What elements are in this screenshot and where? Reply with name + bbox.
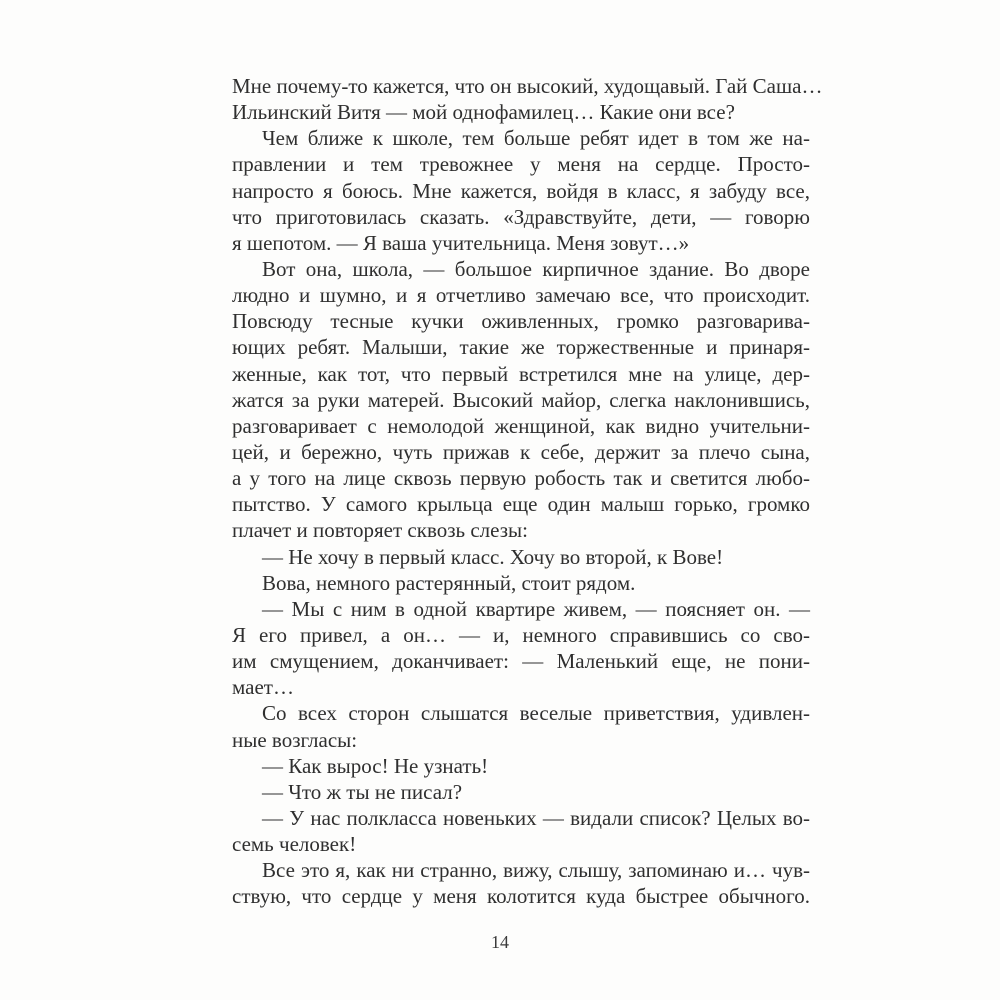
text-line: Вот она, школа, — большое кирпичное здание. Во дворе — [262, 256, 810, 281]
text-line: Вова, немного растерянный, стоит рядом. — [262, 570, 636, 595]
text-line: Все это я, как ни странно, вижу, слышу, запоминаю и… чув- — [262, 858, 810, 883]
text-line: Повсюду тесные кучки оживленных, громко разговарива- — [232, 309, 810, 334]
text-line: а у того на лице сквозь первую робость так и светится любо- — [232, 466, 810, 491]
text-line: им смущением, доканчивает: — Маленький еще, не пони- — [232, 649, 810, 674]
text-line: цей, и бережно, чуть прижав к себе, держит за плечо сына, — [232, 439, 810, 464]
text-line: — У нас полкласса новеньких — видали список? Целых во- — [262, 805, 810, 830]
text-line: Ильинский Витя — мой однофамилец… Какие они все? — [232, 100, 735, 125]
text-line: — Что ж ты не писал? — [262, 779, 463, 804]
text-line: ствую, что сердце у меня колотится куда быстрее обычного. — [232, 884, 810, 909]
text-line: ющих ребят. Малыши, такие же торжественные и принаря- — [232, 335, 810, 360]
text-line: плачет и повторяет сквозь слезы: — [232, 518, 528, 543]
text-line: Чем ближе к школе, тем больше ребят идет в том же на- — [262, 126, 810, 151]
text-line: Я его привел, а он… — и, немного справившись со сво- — [232, 622, 810, 647]
text-line: семь человек! — [232, 832, 357, 857]
text-line: я шепотом. — Я ваша учительница. Меня зовут…» — [232, 230, 690, 255]
text-line: разговаривает с немолодой женщиной, как видно учительни- — [232, 413, 810, 438]
text-line: — Мы с ним в одной квартире живем, — поясняет он. — — [262, 596, 810, 621]
text-line: правлении и тем тревожнее у меня на сердце. Просто- — [232, 152, 810, 177]
text-line: — Как вырос! Не узнать! — [262, 753, 489, 778]
text-line: ные возгласы: — [232, 727, 358, 752]
text-line: женные, как тот, что первый встретился мне на улице, дер- — [232, 361, 810, 386]
text-line: Мне почему-то кажется, что он высокий, худощавый. Гай Саша… — [232, 74, 823, 98]
text-line: пытство. У самого крыльца еще один малыш горько, громко — [232, 492, 810, 517]
text-line: мает… — [232, 675, 294, 700]
text-line: жатся за руки матерей. Высокий майор, слегка наклонившись, — [232, 387, 810, 412]
body-text — [232, 73, 823, 910]
text-line: что приготовилась сказать. «Здравствуйте, дети, — говорю — [232, 204, 810, 229]
text-line: — Не хочу в первый класс. Хочу во второй, к Вове! — [262, 544, 724, 569]
text-line: людно и шумно, и я отчетливо замечаю все, что происходит. — [232, 283, 810, 308]
text-line: Со всех сторон слышатся веселые приветствия, удивлен- — [262, 701, 810, 726]
page-number: 14 — [491, 932, 509, 952]
text-line: напросто я боюсь. Мне кажется, войдя в класс, я забуду все, — [232, 178, 810, 203]
